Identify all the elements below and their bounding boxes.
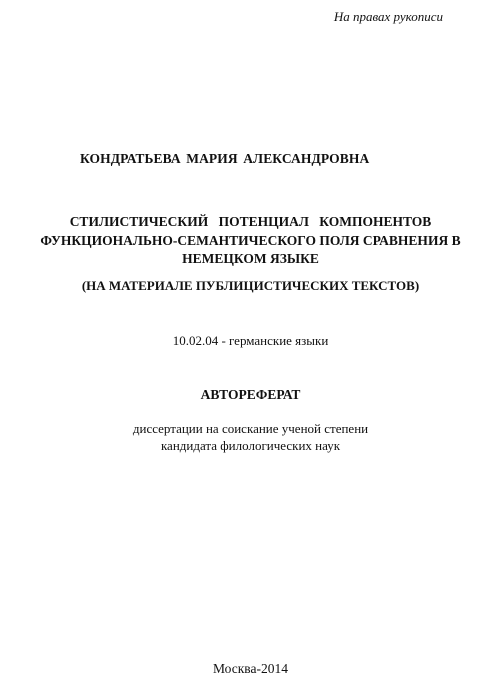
specialty-code: 10.02.04 - германские языки [172, 333, 329, 348]
dissertation-title [0, 213, 501, 269]
title-line-1: СТИЛИСТИЧЕСКИЙ ПОТЕНЦИАЛ КОМПОНЕНТОВ [69, 214, 432, 229]
document-type: АВТОРЕФЕРАТ [200, 387, 301, 402]
dissertation-subtitle: (НА МАТЕРИАЛЕ ПУБЛИЦИСТИЧЕСКИХ ТЕКСТОВ) [81, 278, 420, 293]
degree-description [0, 420, 501, 454]
rights-note: На правах рукописи [333, 9, 443, 24]
author-name: КОНДРАТЬЕВА МАРИЯ АЛЕКСАНДРОВНА [80, 151, 370, 166]
degree-line-2: кандидата филологических наук [160, 438, 341, 453]
title-line-2: ФУНКЦИОНАЛЬНО-СЕМАНТИЧЕСКОГО ПОЛЯ СРАВНЕНИЯ В [40, 232, 461, 248]
degree-line-1: диссертации на соискание ученой степени [132, 421, 369, 436]
city-year: Москва-2014 [213, 661, 288, 676]
title-line-3: НЕМЕЦКОМ ЯЗЫКЕ [182, 251, 319, 266]
